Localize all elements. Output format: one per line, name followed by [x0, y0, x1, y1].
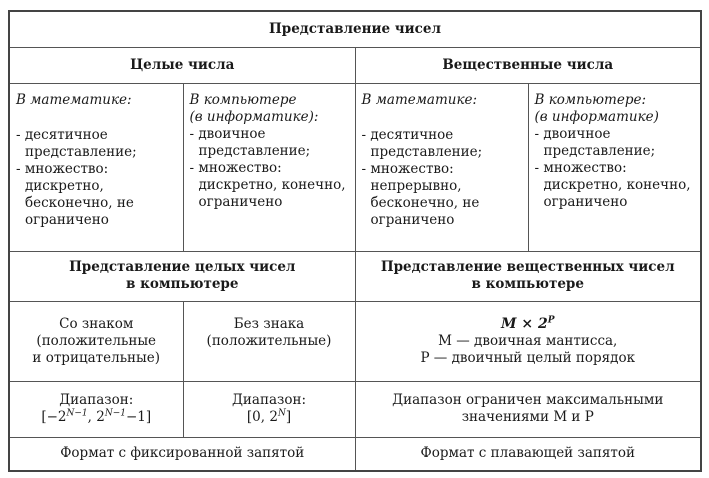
- list-item: - множество: дискретно, конечно, ограничено: [534, 159, 691, 210]
- float-formula: $M \times 2^P$: [501, 314, 555, 332]
- list-item: - множество: дискретно, бесконечно, не ограничено: [16, 160, 134, 228]
- signed-range: Диапазон: [$-2^{N-1}$, $2^{N-1}-1$]: [9, 381, 183, 437]
- repr-integers-header: Представление целых чисел в компьютере: [9, 251, 355, 301]
- unsigned-range: Диапазон: [0, $2^N$]: [183, 381, 355, 437]
- list-item: - десятичное представление;: [16, 126, 137, 160]
- signed-cell: Со знаком (положительные и отрицательные): [9, 301, 183, 381]
- unsigned-cell: Без знака (положительные): [183, 301, 355, 381]
- list-item: - множество: дискретно, конечно, ограничено: [189, 159, 346, 210]
- list-item: - множество: непрерывно, бесконечно, не ограничено: [361, 160, 480, 228]
- header-integers: Целые числа: [9, 47, 355, 83]
- floating-point-format: Формат с плавающей запятой: [355, 437, 701, 471]
- detail-int-computer: В компьютере (в информатике): - двоичное представление; - множество: дискретно, конечно, ограничено: [183, 83, 355, 251]
- header-reals: Вещественные числа: [355, 47, 701, 83]
- fixed-point-format: Формат с фиксированной запятой: [9, 437, 355, 471]
- list-item: - двоичное представление;: [534, 125, 656, 159]
- detail-int-math: В математике: - десятичное представление; - множество: дискретно, бесконечно, не ограничено: [9, 83, 183, 251]
- detail-real-math: В математике: - десятичное представление; - множество: непрерывно, бесконечно, не ограничено: [355, 83, 528, 251]
- detail-real-computer: В компьютере: (в информатике) - двоичное представление; - множество: дискретно, конечно, ограничено: [528, 83, 701, 251]
- table-title: Представление чисел: [9, 11, 701, 47]
- list-item: - десятичное представление;: [361, 126, 483, 160]
- float-range: Диапазон ограничен максимальными значениями M и P: [355, 381, 701, 437]
- float-formula-cell: $M \times 2^P$ M — двоичная мантисса, P — двоичный целый порядок: [355, 301, 701, 381]
- repr-reals-header: Представление вещественных чисел в компьютере: [355, 251, 701, 301]
- number-representation-table: [8, 10, 702, 472]
- list-item: - двоичное представление;: [189, 125, 311, 159]
